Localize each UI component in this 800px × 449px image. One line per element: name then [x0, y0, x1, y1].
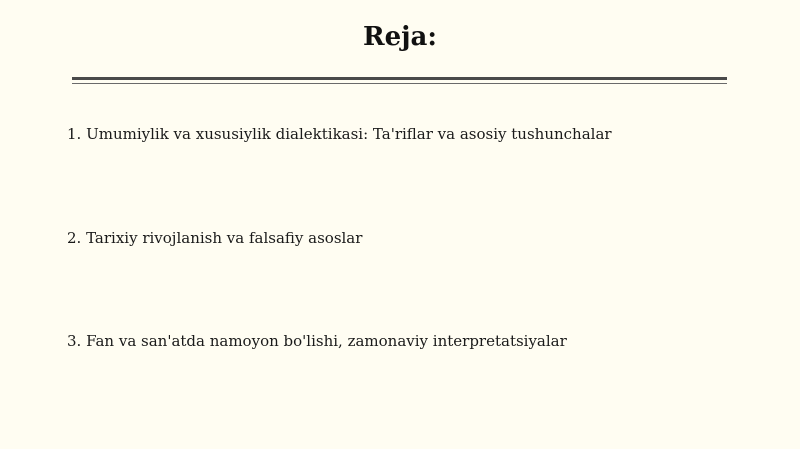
- divider-thick-line: [72, 77, 727, 80]
- plan-item-3: 3. Fan va san'atda namoyon bo'lishi, zamonaviy interpretatsiyalar: [67, 332, 567, 350]
- title-divider: [72, 77, 727, 86]
- plan-item-1: 1. Umumiylik va xususiylik dialektikasi: Ta'riflar va asosiy tushunchalar: [67, 125, 612, 143]
- plan-item-2: 2. Tarixiy rivojlanish va falsafiy asoslar: [67, 229, 363, 247]
- divider-thin-line: [72, 83, 727, 84]
- slide-title: Reja:: [362, 22, 437, 52]
